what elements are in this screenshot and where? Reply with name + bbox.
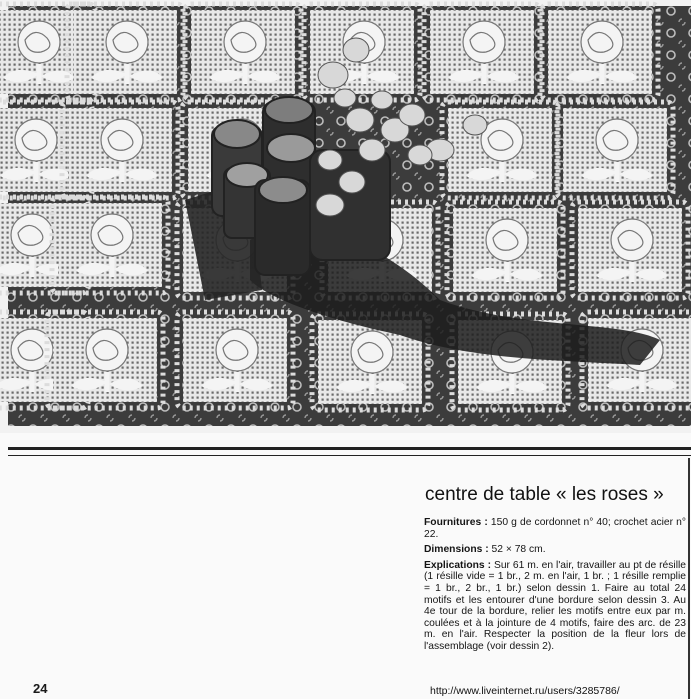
article-title: centre de table « les roses » bbox=[425, 484, 664, 505]
page-number: 24 bbox=[33, 681, 48, 696]
dimensions-paragraph bbox=[424, 544, 686, 556]
instructions-block bbox=[424, 517, 686, 657]
fournitures-paragraph bbox=[424, 517, 686, 540]
explications-paragraph bbox=[424, 560, 686, 653]
watermark-url: http://www.liveinternet.ru/users/3285786/ bbox=[430, 685, 620, 697]
fournitures-label: Fournitures : bbox=[424, 517, 488, 528]
top-rule bbox=[8, 447, 691, 450]
thin-rule bbox=[8, 455, 691, 456]
explications-text: Sur 61 m. en l'air, travailler au pt de résille (1 résille vide = 1 br., 2 m. en l'air, 1 br. ; 1 résille remplie = 1 br., 2 br., 1 br.) selon dessin 1. Faire au total 24 motifs et les entourer d'une bordure selon dessin 3. Au 4e tour de la bordure, relier les motifs entre eux par m. coulées et à la jointure de 4 motifs, faire des arc. de 23 m. en l'air. Respecter la position de la fleur lors de l'assemblage (voir dessin 2). bbox=[424, 559, 687, 652]
dimensions-text: 52 × 78 cm. bbox=[488, 544, 546, 556]
dimensions-label: Dimensions : bbox=[424, 544, 489, 556]
fournitures-text: 150 g de cordonnet n° 40; crochet acier n° 22. bbox=[424, 517, 686, 540]
explications-label: Explications : bbox=[424, 559, 492, 571]
right-edge-rule bbox=[688, 458, 690, 699]
